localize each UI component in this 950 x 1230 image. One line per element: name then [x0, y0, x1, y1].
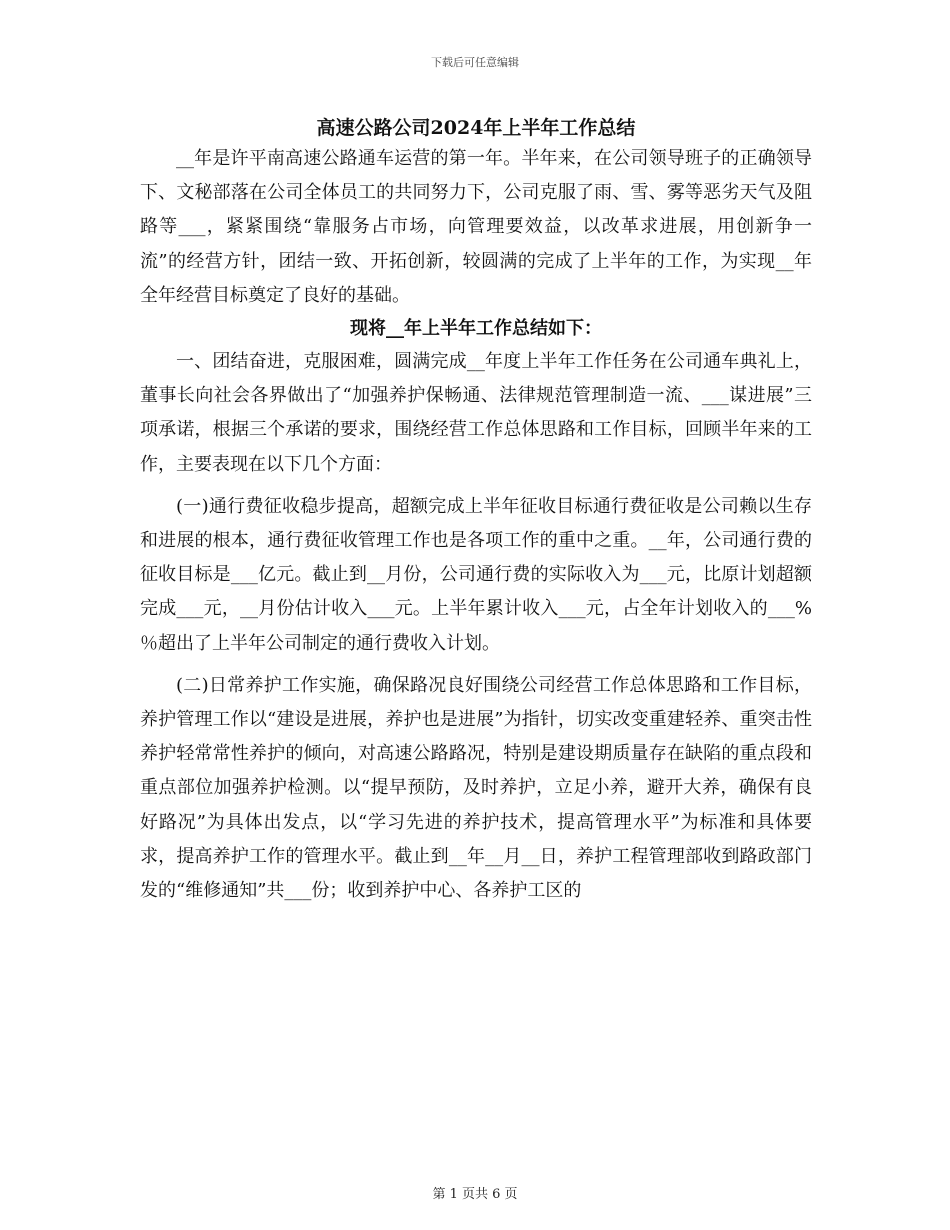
item-2-paragraph: (二)日常养护工作实施，确保路况良好围绕公司经营工作总体思路和工作目标，养护管理工作以“建设是进展，养护也是进展”为指针，切实改变重建轻养、重突击性养护轻常常性养护的倾向，对高速公路路况，特别是建设期质量存在缺陷的重点段和重点部位加强养护检测。以“提早预防，及时养护，立足小养，避开大养，确保有良好路况”为具体出发点，以“学习先进的养护技术，提高管理水平”为标准和具体要求，提高养护工作的管理水平。截止到__年__月__日，养护工程管理部收到路政部门发的“维修通知”共___份；收到养护中心、各养护工区的 [140, 674, 812, 902]
page-footer: 第 1 页共 6 页 [432, 1187, 518, 1202]
summary-subtitle: 现将__年上半年工作总结如下： [350, 318, 602, 340]
document-title: 高速公路公司2024年上半年工作总结 [316, 117, 636, 139]
section-1-paragraph: 一、团结奋进，克服困难，圆满完成__年度上半年工作任务在公司通车典礼上，董事长向社会各界做出了“加强养护保畅通、法律规范管理制造一流、___谋进展”三项承诺，根据三个承诺的要求，围绕经营工作总体思路和工作目标，回顾半年来的工作，主要表现在以下几个方面： [140, 351, 812, 475]
intro-paragraph: __年是许平南高速公路通车运营的第一年。半年来，在公司领导班子的正确领导下、文秘部落在公司全体员工的共同努力下，公司克服了雨、雪、雾等恶劣天气及阻路等___，紧紧围绕“靠服务占市场，向管理要效益，以改革求进展，用创新争一流”的经营方针，团结一致、开拓创新，较圆满的完成了上半年的工作，为实现__年全年经营目标奠定了良好的基础。 [140, 148, 812, 306]
document-body [140, 112, 812, 908]
page-header: 下载后可任意编辑 [431, 56, 519, 69]
item-1-paragraph: (一)通行费征收稳步提高，超额完成上半年征收目标通行费征收是公司赖以生存和进展的根本，通行费征收管理工作也是各项工作的重中之重。__年，公司通行费的征收目标是___亿元。截止到__月份，公司通行费的实际收入为___元，比原计划超额完成___元，__月份估计收入___元。上半年累计收入___元，占全年计划收入的___%％超出了上半年公司制定的通行费收入计划。 [140, 495, 812, 654]
